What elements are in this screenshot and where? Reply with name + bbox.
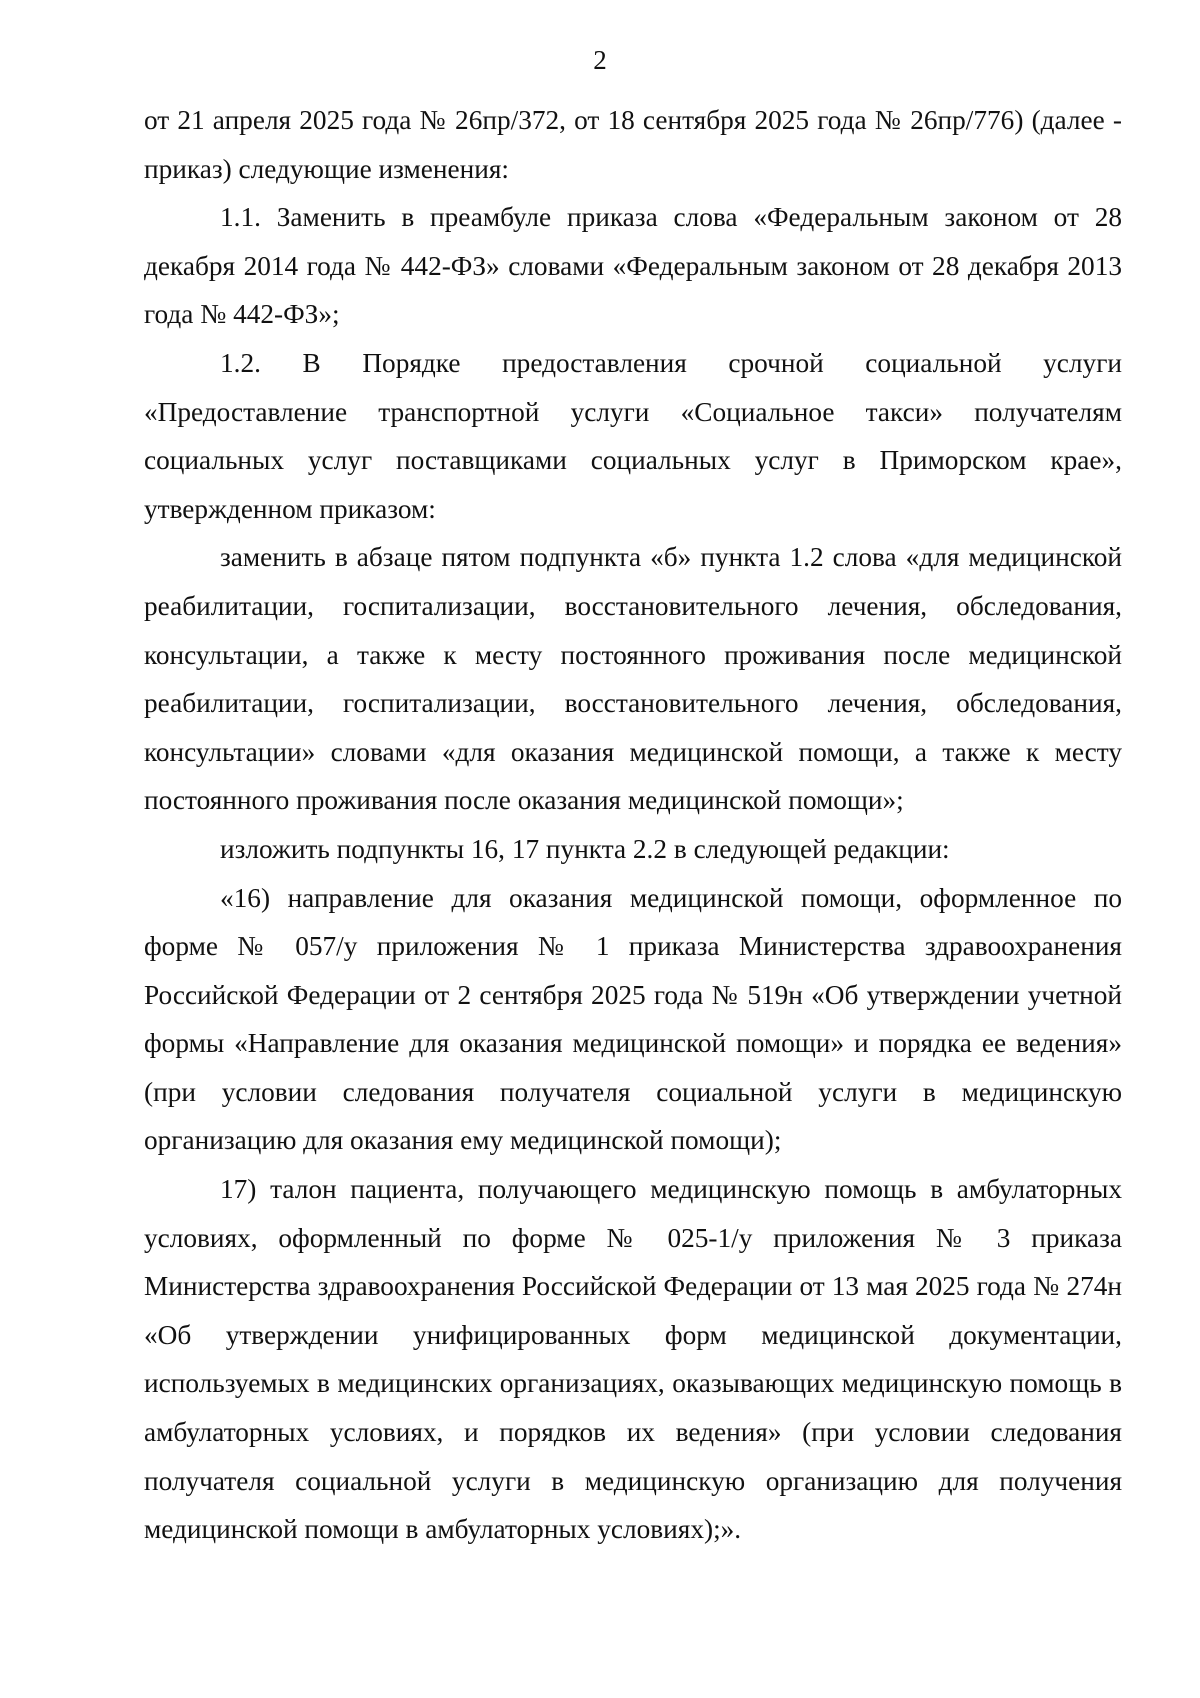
paragraph-subpoint-16: «16) направление для оказания медицинской помощи, оформленное по форме № 057/у приложения № 1 приказа Министерства здравоохранения Российской Федерации от 2 сентября 2025 года № 519н «Об утверждении учетной формы «Направление для оказания медицинской помощи» и порядка ее ведения» (при условии следования получателя социальной услуги в медицинскую организацию для оказания ему медицинской помощи); [144, 882, 1122, 1156]
paragraph-continuation: от 21 апреля 2025 года № 26пр/372, от 18 сентября 2025 года № 26пр/776) (далее - приказ) следующие изменения: [144, 105, 1122, 184]
document-body [144, 96, 1122, 1554]
paragraph-replace-words: заменить в абзаце пятом подпункта «б» пункта 1.2 слова «для медицинской реабилитации, госпитализации, восстановительного лечения, обследования, консультации, а также к месту постоянного проживания после медицинской реабилитации, госпитализации, восстановительного лечения, обследования, консультации» словами «для оказания медицинской помощи, а также к месту постоянного проживания после оказания медицинской помощи»; [144, 542, 1122, 816]
paragraph-item-1-2: 1.2. В Порядке предоставления срочной социальной услуги «Предоставление транспортной услуги «Социальное такси» получателям социальных услуг поставщиками социальных услуг в Приморском крае», утвержденном приказом: [144, 347, 1122, 524]
paragraph-item-1-1: 1.1. Заменить в преамбуле приказа слова «Федеральным законом от 28 декабря 2014 года № 442-ФЗ» словами «Федеральным законом от 28 декабря 2013 года № 442-ФЗ»; [144, 202, 1122, 330]
paragraph-subpoint-17: 17) талон пациента, получающего медицинскую помощь в амбулаторных условиях, оформленный по форме № 025-1/у приложения № 3 приказа Министерства здравоохранения Российской Федерации от 13 мая 2025 года № 274н «Об утверждении унифицированных форм медицинской документации, используемых в медицинских организациях, оказывающих медицинскую помощь в амбулаторных условиях, и порядков их ведения» (при условии следования получателя социальной услуги в медицинскую организацию для получения медицинской помощи в амбулаторных условиях);». [144, 1174, 1122, 1545]
paragraph-restate-subpoints: изложить подпункты 16, 17 пункта 2.2 в следующей редакции: [220, 833, 950, 864]
page-number: 2 [593, 45, 607, 75]
